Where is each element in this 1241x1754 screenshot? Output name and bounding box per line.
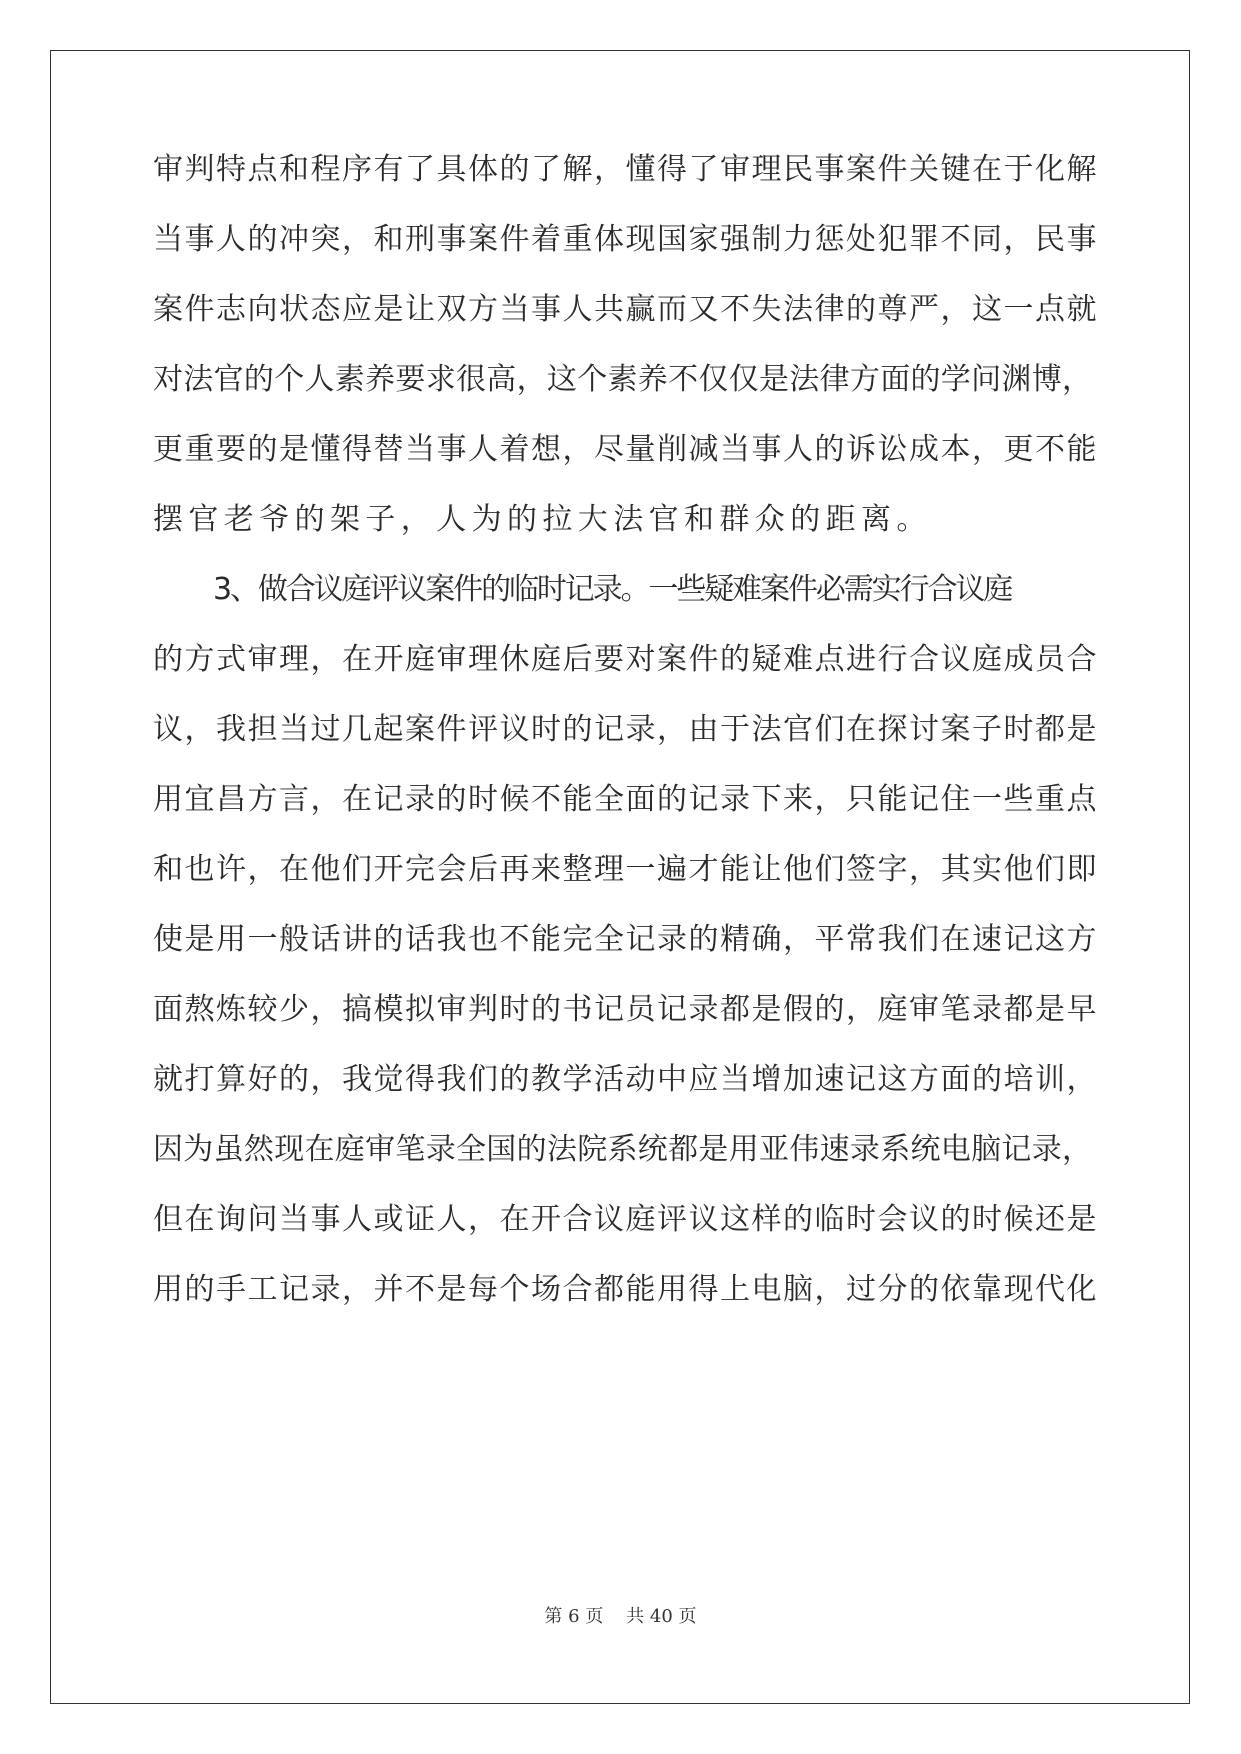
page-number-footer: 第 6 页 共 40 页 — [544, 1606, 697, 1627]
text-line: 用宜昌方言，在记录的时候不能全面的记录下来，只能记住一些重点 — [153, 782, 1098, 817]
text-line: 摆官老爷的架子，人为的拉大法官和群众的距离。 — [153, 502, 932, 537]
text-line: 更重要的是懂得替当事人着想，尽量削减当事人的诉讼成本，更不能 — [153, 432, 1098, 467]
text-line: 用的手工记录，并不是每个场合都能用得上电脑，过分的依靠现代化 — [153, 1272, 1098, 1307]
text-line: 但在询问当事人或证人，在开合议庭评议这样的临时会议的时候还是 — [153, 1202, 1098, 1237]
text-line: 案件志向状态应是让双方当事人共赢而又不失法律的尊严，这一点就 — [153, 292, 1098, 327]
text-line: 的方式审理，在开庭审理休庭后要对案件的疑难点进行合议庭成员合 — [153, 642, 1098, 677]
text-line: 就打算好的，我觉得我们的教学活动中应当增加速记这方面的培训， — [153, 1062, 1098, 1097]
text-line: 议，我担当过几起案件评议时的记录，由于法官们在探讨案子时都是 — [153, 712, 1098, 747]
text-line: 面熬炼较少，搞模拟审判时的书记员记录都是假的，庭审笔录都是早 — [153, 992, 1098, 1027]
text-line: 使是用一般话讲的话我也不能完全记录的精确，平常我们在速记这方 — [153, 922, 1098, 957]
text-line: 对法官的个人素养要求很高，这个素养不仅仅是法律方面的学问渊博， — [153, 362, 1093, 397]
text-line: 审判特点和程序有了具体的了解，懂得了审理民事案件关键在于化解 — [153, 152, 1098, 187]
text-line: 因为虽然现在庭审笔录全国的法院系统都是用亚伟速录系统电脑记录， — [153, 1132, 1093, 1167]
text-line: 当事人的冲突，和刑事案件着重体现国家强制力惩处犯罪不同，民事 — [153, 222, 1098, 257]
paragraph-start-line: 3、做合议庭评议案件的临时记录。一些疑难案件必需实行合议庭 — [213, 572, 1012, 607]
text-line: 和也许，在他们开完会后再来整理一遍才能让他们签字，其实他们即 — [153, 852, 1098, 887]
